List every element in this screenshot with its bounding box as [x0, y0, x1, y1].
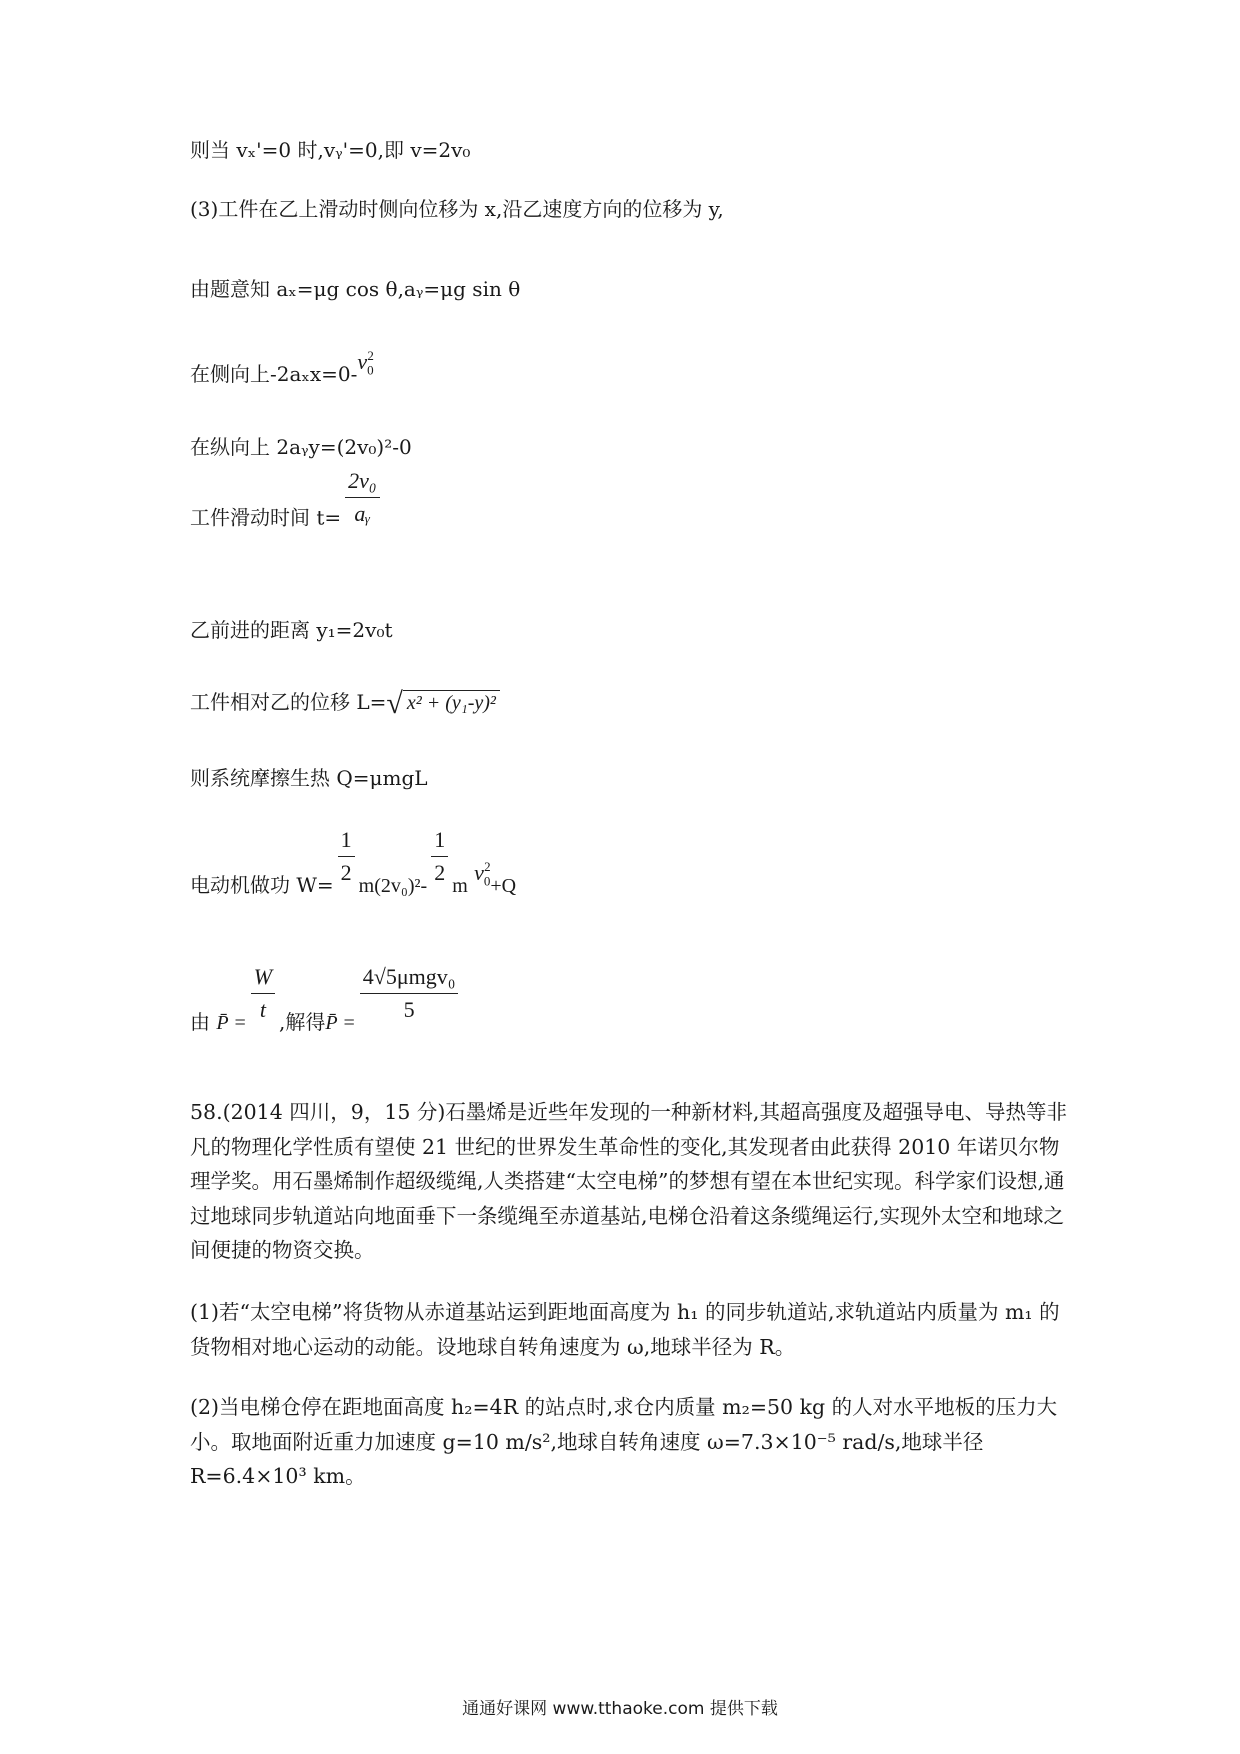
- solve-text: ,解得: [279, 1010, 326, 1034]
- power-numerator: W: [251, 965, 275, 994]
- problem-58-part-2: (2)当电梯仓停在距地面高度 h₂=4R 的站点时,求仓内质量 m₂=50 kg 的人对水平地板的压力大小。取地面附近重力加速度 g=10 m/s²,地球自转角速度 ω=7.3×10⁻⁵ rad/s,地球半径 R=6.4×10³ km。: [190, 1395, 1058, 1488]
- average-power-symbol: P̄ =: [325, 1012, 356, 1034]
- half-denominator: 2: [340, 860, 352, 885]
- power-fraction: [251, 965, 275, 1022]
- time-equation-prefix: 工件滑动时间 t=: [190, 505, 342, 530]
- solution-line-10: [190, 827, 517, 905]
- half-fraction-1: [338, 828, 355, 885]
- power-result-numerator: 4√5μmgv₀: [360, 965, 459, 994]
- solution-line-7: 乙前进的距离 y₁=2v₀t: [190, 618, 393, 642]
- work-end-term: +Q: [490, 875, 517, 897]
- half-denominator: 2: [434, 860, 446, 885]
- relative-displacement-prefix: 工件相对乙的位移 L=: [190, 690, 387, 714]
- sqrt-sign: √: [386, 687, 403, 720]
- v0-squared-term: $v_0$ 2: [357, 348, 374, 378]
- power-denominator: t: [259, 997, 266, 1022]
- solution-line-6: [190, 468, 384, 530]
- sqrt-expression: x² + (y₁-y)²: [403, 690, 500, 715]
- solution-line-11: [190, 964, 462, 1035]
- solution-line-4: [190, 348, 374, 394]
- half-numerator: 1: [431, 828, 448, 857]
- half-numerator: 1: [338, 828, 355, 857]
- solution-line-9: 则系统摩擦生热 Q=μmgL: [190, 766, 428, 790]
- half-fraction-2: [431, 828, 448, 885]
- power-prefix: 由: [190, 1010, 210, 1034]
- v0-squared-term: $v_0$ 2: [474, 859, 491, 889]
- average-power-symbol: P̄ =: [216, 1012, 247, 1034]
- mass-symbol: m: [452, 875, 468, 897]
- solution-line-3: 由题意知 aₓ=μg cos θ,aᵧ=μg sin θ: [190, 277, 521, 301]
- solution-line-2: (3)工件在乙上滑动时侧向位移为 x,沿乙速度方向的位移为 y,: [190, 197, 724, 221]
- power-result-denominator: 5: [403, 997, 415, 1022]
- problem-58-statement: 58.(2014 四川，9，15 分)石墨烯是近些年发现的一种新材料,其超高强度及超强导电、导热等非凡的物理化学性质有望使 21 世纪的世界发生革命性的变化,其发现者由此获得 2010 年诺贝尔物理学奖。用石墨烯制作超级缆绳,人类搭建“太空电梯”的梦想有望在本世纪实现。科学家们设想,通过地球同步轨道站向地面垂下一条缆绳至赤道基站,电梯仓沿着这条缆绳运行,实现外太空和地球之间便捷的物资交换。: [190, 1100, 1067, 1262]
- page-footer: 通通好课网 www.tthaoke.com 提供下载: [462, 1699, 778, 1719]
- time-fraction: [345, 469, 379, 526]
- problem-58-part-1: (1)若“太空电梯”将货物从赤道基站运到距地面高度为 h₁ 的同步轨道站,求轨道站内质量为 m₁ 的货物相对地心运动的动能。设地球自转角速度为 ω,地球半径为 R。: [190, 1300, 1060, 1359]
- lateral-equation-prefix: 在侧向上-2aₓx=0-: [190, 362, 358, 386]
- time-fraction-numerator: 2v₀: [345, 469, 379, 498]
- time-fraction-denominator: aᵧ: [354, 501, 371, 526]
- work-mid-term: m(2v₀)²-: [358, 875, 428, 897]
- solution-line-8: [190, 687, 500, 720]
- solution-line-5: 在纵向上 2aᵧy=(2v₀)²-0: [190, 435, 412, 459]
- power-result-fraction: [360, 965, 459, 1022]
- work-equation-prefix: 电动机做功 W=: [190, 873, 334, 897]
- solution-line-1: 则当 vₓ'=0 时,vᵧ'=0,即 v=2v₀: [190, 138, 471, 162]
